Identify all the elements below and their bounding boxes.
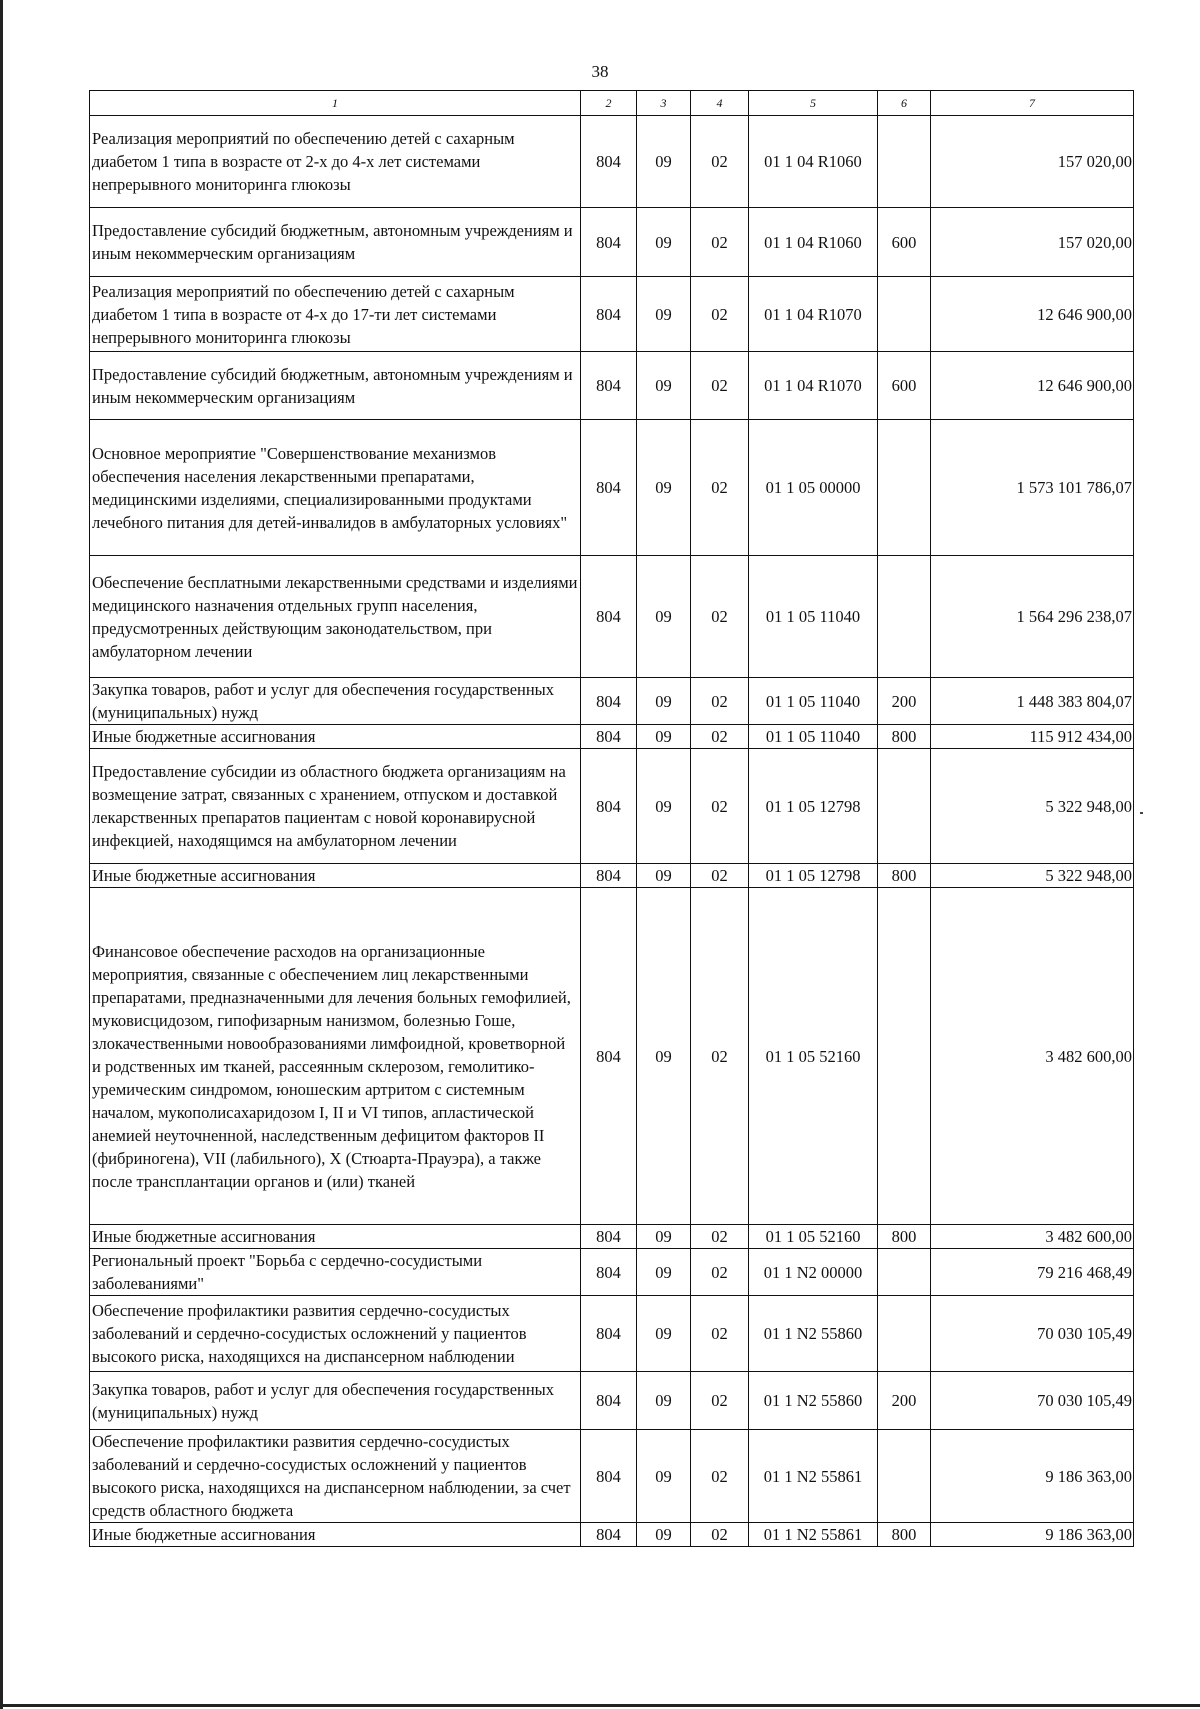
row-code-subsection: 02 xyxy=(691,556,749,678)
row-name: Предоставление субсидий бюджетным, автономным учреждениям и иным некоммерческим организациям xyxy=(90,208,581,277)
table-row xyxy=(90,352,1134,420)
row-name: Предоставление субсидий бюджетным, автономным учреждениям и иным некоммерческим организациям xyxy=(90,352,581,420)
scan-left-edge xyxy=(0,0,3,1709)
column-number: 4 xyxy=(691,91,749,116)
scan-speck xyxy=(1140,812,1143,814)
row-code-ministry: 804 xyxy=(581,1296,637,1372)
row-name: Реализация мероприятий по обеспечению детей с сахарным диабетом 1 типа в возрасте от 2-х до 4-х лет системами непрерывного мониторинга глюкозы xyxy=(90,116,581,208)
row-code-section: 09 xyxy=(637,277,691,352)
row-amount: 157 020,00 xyxy=(931,116,1134,208)
row-code-ministry: 804 xyxy=(581,1523,637,1547)
row-amount: 3 482 600,00 xyxy=(931,888,1134,1225)
row-code-ministry: 804 xyxy=(581,1249,637,1296)
row-code-subsection: 02 xyxy=(691,116,749,208)
row-target-article: 01 1 05 00000 xyxy=(749,420,878,556)
column-number: 1 xyxy=(90,91,581,116)
row-code-subsection: 02 xyxy=(691,1523,749,1547)
row-amount: 9 186 363,00 xyxy=(931,1523,1134,1547)
table-row xyxy=(90,1372,1134,1430)
row-code-ministry: 804 xyxy=(581,116,637,208)
row-code-section: 09 xyxy=(637,420,691,556)
row-code-ministry: 804 xyxy=(581,725,637,749)
column-number-row xyxy=(90,91,1134,116)
row-expense-type: 800 xyxy=(878,1523,931,1547)
row-target-article: 01 1 N2 55861 xyxy=(749,1430,878,1523)
row-code-ministry: 804 xyxy=(581,352,637,420)
row-name: Закупка товаров, работ и услуг для обеспечения государственных (муниципальных) нужд xyxy=(90,1372,581,1430)
row-amount: 115 912 434,00 xyxy=(931,725,1134,749)
row-code-section: 09 xyxy=(637,888,691,1225)
row-code-section: 09 xyxy=(637,352,691,420)
table-row xyxy=(90,1430,1134,1523)
table-row xyxy=(90,556,1134,678)
row-expense-type: 600 xyxy=(878,352,931,420)
row-code-ministry: 804 xyxy=(581,678,637,725)
row-code-section: 09 xyxy=(637,749,691,864)
row-amount: 79 216 468,49 xyxy=(931,1249,1134,1296)
table-row xyxy=(90,888,1134,1225)
row-code-ministry: 804 xyxy=(581,749,637,864)
table-row xyxy=(90,116,1134,208)
row-code-subsection: 02 xyxy=(691,749,749,864)
row-target-article: 01 1 N2 55860 xyxy=(749,1372,878,1430)
row-target-article: 01 1 04 R1070 xyxy=(749,352,878,420)
row-name: Иные бюджетные ассигнования xyxy=(90,1523,581,1547)
row-code-ministry: 804 xyxy=(581,888,637,1225)
row-code-section: 09 xyxy=(637,116,691,208)
row-name: Основное мероприятие "Совершенствование механизмов обеспечения населения лекарственными препаратами, медицинскими изделиями, специализированными продуктами лечебного питания для детей-инвалидов в амбулаторных условиях" xyxy=(90,420,581,556)
row-code-section: 09 xyxy=(637,864,691,888)
row-code-subsection: 02 xyxy=(691,1372,749,1430)
row-code-subsection: 02 xyxy=(691,864,749,888)
row-amount: 3 482 600,00 xyxy=(931,1225,1134,1249)
row-code-section: 09 xyxy=(637,1372,691,1430)
row-expense-type xyxy=(878,749,931,864)
row-code-section: 09 xyxy=(637,1430,691,1523)
row-expense-type xyxy=(878,277,931,352)
row-target-article: 01 1 04 R1070 xyxy=(749,277,878,352)
budget-table xyxy=(89,90,1134,1547)
row-code-ministry: 804 xyxy=(581,1430,637,1523)
table-row xyxy=(90,1225,1134,1249)
row-name: Региональный проект "Борьба с сердечно-сосудистыми заболеваниями" xyxy=(90,1249,581,1296)
row-name: Иные бюджетные ассигнования xyxy=(90,725,581,749)
row-code-subsection: 02 xyxy=(691,1225,749,1249)
row-target-article: 01 1 05 12798 xyxy=(749,864,878,888)
row-target-article: 01 1 05 11040 xyxy=(749,678,878,725)
row-target-article: 01 1 05 12798 xyxy=(749,749,878,864)
row-code-section: 09 xyxy=(637,1249,691,1296)
row-target-article: 01 1 05 52160 xyxy=(749,888,878,1225)
row-expense-type xyxy=(878,420,931,556)
row-expense-type: 600 xyxy=(878,208,931,277)
row-code-section: 09 xyxy=(637,556,691,678)
row-target-article: 01 1 N2 55861 xyxy=(749,1523,878,1547)
table-row xyxy=(90,678,1134,725)
row-code-subsection: 02 xyxy=(691,420,749,556)
table-row xyxy=(90,1249,1134,1296)
row-amount: 9 186 363,00 xyxy=(931,1430,1134,1523)
row-target-article: 01 1 N2 55860 xyxy=(749,1296,878,1372)
column-number: 6 xyxy=(878,91,931,116)
row-code-section: 09 xyxy=(637,678,691,725)
scan-bottom-edge xyxy=(0,1704,1200,1707)
row-code-ministry: 804 xyxy=(581,1372,637,1430)
row-expense-type xyxy=(878,1249,931,1296)
row-code-section: 09 xyxy=(637,1523,691,1547)
table-row xyxy=(90,1296,1134,1372)
row-code-ministry: 804 xyxy=(581,420,637,556)
row-code-ministry: 804 xyxy=(581,1225,637,1249)
row-amount: 1 448 383 804,07 xyxy=(931,678,1134,725)
page-number: 38 xyxy=(591,62,609,81)
row-code-ministry: 804 xyxy=(581,556,637,678)
table-row xyxy=(90,1523,1134,1547)
column-number: 2 xyxy=(581,91,637,116)
row-code-subsection: 02 xyxy=(691,277,749,352)
row-expense-type: 800 xyxy=(878,725,931,749)
row-name: Финансовое обеспечение расходов на организационные мероприятия, связанные с обеспечением лиц лекарственными препаратами, предназначенными для лечения больных гемофилией, муковисцидозом, гипофизарным нанизмом, болезнью Гоше, злокачественными новообразованиями лимфоидной, кроветворной и родственных им тканей, рассеянным склерозом, гемолитико-уремическим синдромом, юношеским артритом с системным началом, мукополисахаридозом I, II и VI типов, апластической анемией неуточненной, наследственным дефицитом факторов II (фибриногена), VII (лабильного), X (Стюарта-Прауэра), а также после трансплантации органов и (или) тканей xyxy=(90,888,581,1225)
row-target-article: 01 1 04 R1060 xyxy=(749,208,878,277)
row-target-article: 01 1 05 52160 xyxy=(749,1225,878,1249)
row-code-subsection: 02 xyxy=(691,888,749,1225)
row-code-subsection: 02 xyxy=(691,1430,749,1523)
row-amount: 1 573 101 786,07 xyxy=(931,420,1134,556)
row-amount: 12 646 900,00 xyxy=(931,277,1134,352)
table-row xyxy=(90,725,1134,749)
row-target-article: 01 1 N2 00000 xyxy=(749,1249,878,1296)
row-expense-type xyxy=(878,1296,931,1372)
row-target-article: 01 1 05 11040 xyxy=(749,725,878,749)
row-code-section: 09 xyxy=(637,1296,691,1372)
column-number: 3 xyxy=(637,91,691,116)
row-expense-type: 800 xyxy=(878,864,931,888)
row-amount: 5 322 948,00 xyxy=(931,864,1134,888)
row-amount: 70 030 105,49 xyxy=(931,1372,1134,1430)
row-name: Закупка товаров, работ и услуг для обеспечения государственных (муниципальных) нужд xyxy=(90,678,581,725)
row-code-ministry: 804 xyxy=(581,864,637,888)
row-expense-type xyxy=(878,888,931,1225)
row-expense-type xyxy=(878,116,931,208)
row-name: Обеспечение профилактики развития сердечно-сосудистых заболеваний и сердечно-сосудистых осложнений у пациентов высокого риска, находящихся на диспансерном наблюдении xyxy=(90,1296,581,1372)
row-name: Реализация мероприятий по обеспечению детей с сахарным диабетом 1 типа в возрасте от 4-х до 17-ти лет системами непрерывного мониторинга глюкозы xyxy=(90,277,581,352)
row-name: Обеспечение бесплатными лекарственными средствами и изделиями медицинского назначения отдельных групп населения, предусмотренных действующим законодательством, при амбулаторном лечении xyxy=(90,556,581,678)
row-code-subsection: 02 xyxy=(691,1296,749,1372)
row-expense-type xyxy=(878,1430,931,1523)
row-code-section: 09 xyxy=(637,1225,691,1249)
row-amount: 157 020,00 xyxy=(931,208,1134,277)
table-row xyxy=(90,749,1134,864)
row-target-article: 01 1 04 R1060 xyxy=(749,116,878,208)
row-target-article: 01 1 05 11040 xyxy=(749,556,878,678)
table-row xyxy=(90,420,1134,556)
row-name: Обеспечение профилактики развития сердечно-сосудистых заболеваний и сердечно-сосудистых осложнений у пациентов высокого риска, находящихся на диспансерном наблюдении, за счет средств областного бюджета xyxy=(90,1430,581,1523)
row-code-section: 09 xyxy=(637,208,691,277)
row-name: Предоставление субсидии из областного бюджета организациям на возмещение затрат, связанных с хранением, отпуском и доставкой лекарственных препаратов пациентам с новой коронавирусной инфекцией, находящимся на амбулаторном лечении xyxy=(90,749,581,864)
row-amount: 1 564 296 238,07 xyxy=(931,556,1134,678)
column-number: 5 xyxy=(749,91,878,116)
row-expense-type: 200 xyxy=(878,678,931,725)
row-code-ministry: 804 xyxy=(581,277,637,352)
row-code-section: 09 xyxy=(637,725,691,749)
row-expense-type: 800 xyxy=(878,1225,931,1249)
row-expense-type xyxy=(878,556,931,678)
table-row xyxy=(90,208,1134,277)
row-amount: 70 030 105,49 xyxy=(931,1296,1134,1372)
row-name: Иные бюджетные ассигнования xyxy=(90,1225,581,1249)
row-code-ministry: 804 xyxy=(581,208,637,277)
row-name: Иные бюджетные ассигнования xyxy=(90,864,581,888)
row-code-subsection: 02 xyxy=(691,352,749,420)
column-number: 7 xyxy=(931,91,1134,116)
row-amount: 5 322 948,00 xyxy=(931,749,1134,864)
row-code-subsection: 02 xyxy=(691,678,749,725)
table-row xyxy=(90,277,1134,352)
row-code-subsection: 02 xyxy=(691,208,749,277)
row-code-subsection: 02 xyxy=(691,1249,749,1296)
row-expense-type: 200 xyxy=(878,1372,931,1430)
table-row xyxy=(90,864,1134,888)
row-amount: 12 646 900,00 xyxy=(931,352,1134,420)
row-code-subsection: 02 xyxy=(691,725,749,749)
